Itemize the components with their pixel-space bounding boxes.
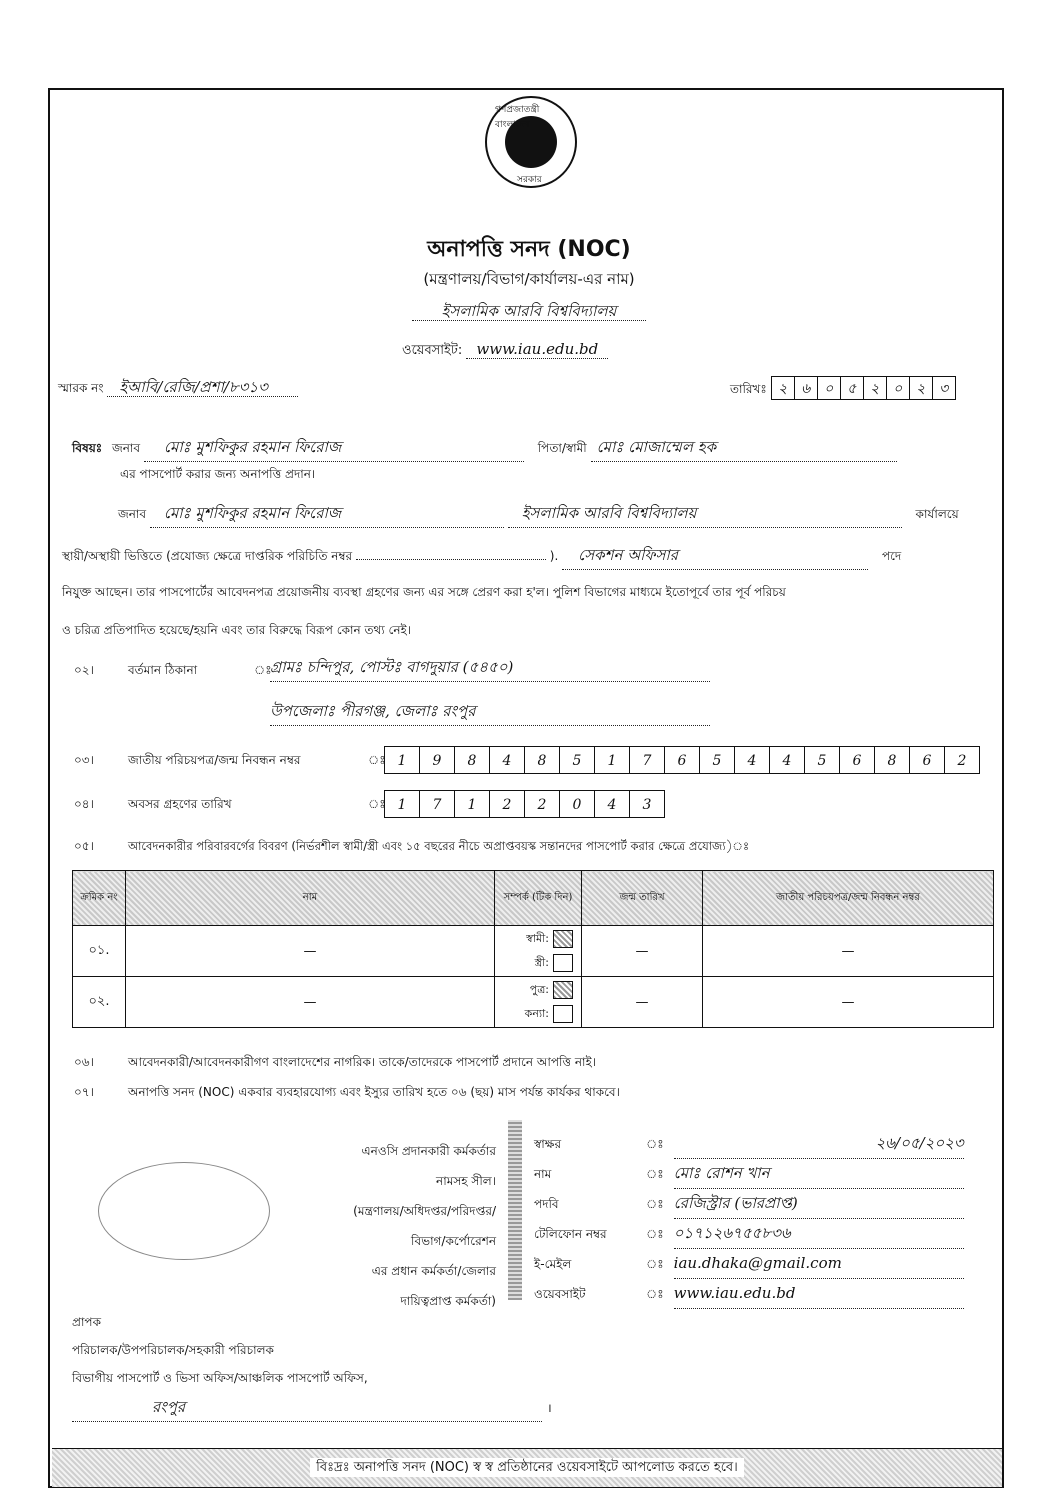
retirement-digit-box: 2 [524,790,560,818]
nid-boxes [384,746,979,774]
date-digit-box: ২ [863,376,887,400]
nid-digit-box: 8 [874,746,910,774]
signatory-website-value: www.iau.edu.bd [674,1278,964,1309]
body-janab: জনাব [118,507,147,521]
col-serial: ক্রমিক নং [73,871,126,926]
row-dob: — [582,926,703,977]
document-subtitle: (মন্ত্রণালয়/বিভাগ/কার্যালয়-এর নাম) [423,270,635,288]
date-digit-box: ২ [909,376,933,400]
field-label: টেলিফোন নম্বর [534,1227,607,1241]
nid-digit-box: 6 [664,746,700,774]
relation-daughter-label: কন্যা: [524,1007,549,1020]
row-relation [495,926,582,977]
subject-janab: জনাব [112,441,141,455]
retirement-digit-box: 7 [419,790,455,818]
body-post: সেকশন অফিসার [562,544,868,570]
nid-digit-box: 7 [629,746,665,774]
address-line2: উপজেলাঃ পীরগঞ্জ, জেলাঃ রংপুর [270,700,710,726]
nid-digit-box: 2 [944,746,980,774]
retirement-boxes [384,790,664,818]
field-label: পদবি [534,1197,559,1211]
nid-digit-box: 4 [489,746,525,774]
son-checkbox[interactable] [553,981,573,999]
field-label: স্বাক্ষর [534,1137,562,1151]
item7-text: অনাপত্তি সনদ (NOC) একবার ব্যবহারযোগ্য এবং ইস্যুর তারিখ হতে ০৬ (ছয়) মাস পর্যন্ত কার্যকর থাকবে। [128,1085,620,1099]
nid-digit-box: 4 [734,746,770,774]
father-label: পিতা/স্বামী [537,441,587,455]
retirement-label: অবসর গ্রহণের তারিখ [128,797,232,811]
footer-text: বিঃদ্রঃ অনাপত্তি সনদ (NOC) স্ব স্ব প্রতিষ্ঠানের ওয়েবসাইটে আপলোড করতে হবে। [310,1458,744,1477]
memo-label: স্মারক নং [58,381,104,395]
husband-checkbox[interactable] [553,930,573,948]
nid-digit-box: 5 [699,746,735,774]
retirement-digit-box: 1 [384,790,420,818]
address-label: বর্তমান ঠিকানা [128,663,198,677]
website-label: ওয়েবসাইট: [402,343,463,358]
nid-num: ০৩। [74,753,94,767]
signatory-fields [534,1128,964,1308]
field-label: ই-মেইল [534,1257,572,1271]
nid-label: জাতীয় পরিচয়পত্র/জন্ম নিবন্ধন নম্বর [128,753,301,767]
item7-num: ০৭। [74,1085,94,1099]
recipient-heading: প্রাপক [72,1315,101,1329]
field-colon: ঃ [646,1257,664,1271]
table-row [73,977,994,1028]
nid-digit-box: 6 [839,746,875,774]
daughter-checkbox[interactable] [553,1005,573,1023]
date-digit-box: ০ [817,376,841,400]
signatory-line: এনওসি প্রদানকারী কর্মকর্তার [361,1144,496,1158]
family-num: ০৫। [74,839,94,853]
nid-digit-box: 5 [559,746,595,774]
family-table-header [73,871,994,926]
website-value: www.iau.edu.bd [466,340,608,359]
relation-husband-label: স্বামী: [526,932,549,945]
nid-digit-box: 1 [384,746,420,774]
memo-date-label: তারিখঃ [730,382,767,396]
col-relation: সম্পর্ক (টিক দিন) [495,871,582,926]
family-label: আবেদনকারীর পরিবারবর্গের বিবরণ (নির্ভরশীল স্বামী/স্ত্রী এবং ১৫ বছরের নীচে অপ্রাপ্তবয়স্ক সন্তানদের পাসপোর্ট করার ক্ষেত্রে প্রযোজ্য)ঃ [128,839,750,853]
retirement-digit-box: 0 [559,790,595,818]
field-label: ওয়েবসাইট [534,1287,586,1301]
signatory-line: নামসহ সীল। [436,1174,496,1188]
recipient-place: রংপুর [72,1396,542,1422]
address-num: ০২। [74,663,94,677]
nid-digit-box: 4 [769,746,805,774]
nid-digit-box: 6 [909,746,945,774]
signatory-line: (মন্ত্রণালয়/অধিদপ্তর/পরিদপ্তর/ [353,1204,496,1218]
subject-line2: এর পাসপোর্ট করার জন্য অনাপত্তি প্রদান। [120,467,316,481]
col-name: নাম [126,871,495,926]
retirement-digit-box: 3 [629,790,665,818]
office-name: ইসলামিক আরবি বিশ্ববিদ্যালয় [412,302,647,321]
date-digit-box: ৬ [794,376,818,400]
row-relation [495,977,582,1028]
row-nid: — [703,926,994,977]
field-colon: ঃ [646,1227,664,1241]
field-label: নাম [534,1167,552,1181]
nid-colon: ঃ [368,753,386,767]
body-line2-mid: ). [549,549,559,563]
row-name: — [126,926,495,977]
signatory-line: দায়িত্বপ্রাপ্ত কর্মকর্তা) [400,1294,496,1308]
field-colon: ঃ [646,1287,664,1301]
vertical-stamp [508,1120,522,1300]
date-digit-box: ৫ [840,376,864,400]
nid-digit-box: 9 [419,746,455,774]
body-name: মোঃ মুশফিকুর রহমান ফিরোজ [150,502,504,528]
body-post-suffix: পদে [881,549,902,563]
name-value: মোঃ রোশন খান [674,1158,964,1189]
nid-digit-box: 8 [524,746,560,774]
subject-label: বিষয়ঃ [72,441,103,455]
body-office: ইসলামিক আরবি বিশ্ববিদ্যালয় [508,502,902,528]
date-digit-box: ০ [886,376,910,400]
body-line4: ও চরিত্র প্রতিপাদিত হয়েছে/হয়নি এবং তার বিরুদ্ধে বিরূপ কোন তথ্য নেই। [62,623,412,637]
retirement-colon: ঃ [368,797,386,811]
wife-checkbox[interactable] [553,954,573,972]
date-digit-box: ২ [771,376,795,400]
nid-digit-box: 8 [454,746,490,774]
recipient-line2: বিভাগীয় পাসপোর্ট ও ভিসা অফিস/আঞ্চলিক পাসপোর্ট অফিস, [72,1371,368,1385]
memo-date-boxes [771,382,955,396]
date-digit-box: ৩ [932,376,956,400]
nid-digit-box: 5 [804,746,840,774]
government-seal [485,96,577,188]
footer-note [52,1448,1002,1487]
signatory-left [256,1136,496,1316]
retirement-num: ০৪। [74,797,94,811]
signatory-line: এর প্রধান কর্মকর্তা/জেলার [371,1264,496,1278]
memo-value: ইআবি/রেজি/প্রশা/৮৩১৩ [107,378,298,397]
row-name: — [126,977,495,1028]
signature-value: ২৬/০৫/২০২৩ [674,1128,964,1159]
recipient-line1: পরিচালক/উপপরিচালক/সহকারী পরিচালক [72,1343,274,1357]
row-serial: ০১. [73,926,126,977]
row-serial: ০২. [73,977,126,1028]
family-table [72,870,994,1028]
signatory-line: বিভাগ/কর্পোরেশন [411,1234,496,1248]
field-colon: ঃ [646,1137,664,1151]
retirement-digit-box: 2 [489,790,525,818]
col-dob: জন্ম তারিখ [582,871,703,926]
row-nid: — [703,977,994,1028]
email-value: iau.dhaka@gmail.com [674,1248,964,1279]
retirement-digit-box: 1 [454,790,490,818]
body-office-suffix: কার্যালয়ে [915,507,959,521]
address-line1: গ্রামঃ চন্দিপুর, পোস্টঃ বাগদুয়ার (৫৪৫০) [270,656,710,682]
field-colon: ঃ [646,1197,664,1211]
subject-name: মোঃ মুশফিকুর রহমান ফিরোজ [144,436,524,462]
seal-top-text: গণপ্রজাতন্ত্রী বাংলাদেশ [495,105,540,130]
relation-wife-label: স্ত্রী: [534,956,549,969]
item6-num: ০৬। [74,1055,94,1069]
recipient-end: । [547,1401,552,1415]
body-line2-prefix: স্থায়ী/অস্থায়ী ভিত্তিতে (প্রযোজ্য ক্ষেত্রে দাপ্তরিক পরিচিতি নম্বর [62,549,353,563]
table-row [73,926,994,977]
retirement-digit-box: 4 [594,790,630,818]
address-colon: ঃ [254,663,272,677]
memo-date [730,376,955,401]
nid-digit-box: 1 [594,746,630,774]
office-stamp [98,1162,270,1260]
seal-bottom-text: সরকার [517,175,542,185]
father-name: মোঃ মোজাম্মেল হক [591,436,897,462]
phone-value: ০১৭১২৬৭৫৫৮৩৬ [674,1218,964,1249]
item6-text: আবেদনকারী/আবেদনকারীগণ বাংলাদেশের নাগরিক। তাকে/তাদেরকে পাসপোর্ট প্রদানে আপত্তি নাই। [128,1055,597,1069]
relation-son-label: পুত্র: [529,983,549,996]
col-nid: জাতীয় পরিচয়পত্র/জন্ম নিবন্ধন নম্বর [703,871,994,926]
document-title: অনাপত্তি সনদ (NOC) [427,237,631,262]
designation-value: রেজিস্ট্রার (ভারপ্রাপ্ত) [674,1188,964,1219]
field-colon: ঃ [646,1167,664,1181]
body-line3: নিযুক্ত আছেন। তার পাসপোর্টের আবেদনপত্র প্রয়োজনীয় ব্যবস্থা গ্রহণের জন্য এর সঙ্গে প্রেরণ করা হ'ল। পুলিশ বিভাগের মাধ্যমে ইতোপূর্বে তার পূর্ব পরিচয় [62,585,786,599]
row-dob: — [582,977,703,1028]
